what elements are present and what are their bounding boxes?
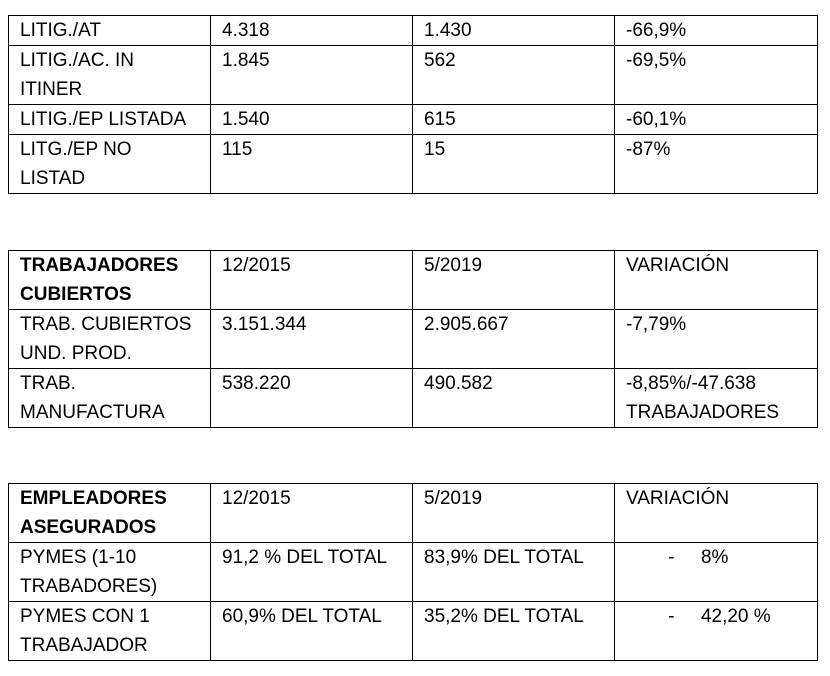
value-2019: 35,2% DEL TOTAL [413, 602, 615, 661]
header-variation: VARIACIÓN [615, 251, 818, 310]
row-label: TRAB. MANUFACTURA [9, 369, 211, 428]
variation: -60,1% [615, 105, 818, 135]
value-2019: 1.430 [413, 16, 615, 46]
variation: -69,5% [615, 46, 818, 105]
covered-workers-table [8, 250, 818, 428]
table-row [9, 135, 818, 194]
row-label: LITIG./EP LISTADA [9, 105, 211, 135]
variation: -66,9% [615, 16, 818, 46]
row-label: LITIG./AT [9, 16, 211, 46]
header-date-2015: 12/2015 [211, 484, 413, 543]
variation: - 8% [615, 543, 818, 602]
table-row [9, 369, 818, 428]
value-2015: 1.845 [211, 46, 413, 105]
variation: -87% [615, 135, 818, 194]
table-row [9, 310, 818, 369]
value-2015: 1.540 [211, 105, 413, 135]
row-label: LITIG./AC. IN ITINER [9, 46, 211, 105]
value-2015: 91,2 % DEL TOTAL [211, 543, 413, 602]
value-2015: 3.151.344 [211, 310, 413, 369]
table-row [9, 16, 818, 46]
header-label: EMPLEADORES ASEGURADOS [9, 484, 211, 543]
row-label: TRAB. CUBIERTOS UND. PROD. [9, 310, 211, 369]
variation: - 42,20 % [615, 602, 818, 661]
litigation-table [8, 15, 818, 194]
table-row [9, 46, 818, 105]
value-2019: 490.582 [413, 369, 615, 428]
insured-employers-table [8, 483, 818, 661]
value-2015: 60,9% DEL TOTAL [211, 602, 413, 661]
value-2015: 115 [211, 135, 413, 194]
table-header-row [9, 484, 818, 543]
value-2015: 4.318 [211, 16, 413, 46]
header-variation: VARIACIÓN [615, 484, 818, 543]
row-label: PYMES (1-10 TRABADORES) [9, 543, 211, 602]
variation: -8,85%/-47.638 TRABAJADORES [615, 369, 818, 428]
row-label: LITG./EP NO LISTAD [9, 135, 211, 194]
table-row [9, 105, 818, 135]
header-date-2019: 5/2019 [413, 484, 615, 543]
value-2019: 615 [413, 105, 615, 135]
table-row [9, 543, 818, 602]
table-header-row [9, 251, 818, 310]
header-date-2015: 12/2015 [211, 251, 413, 310]
value-2019: 2.905.667 [413, 310, 615, 369]
value-2019: 15 [413, 135, 615, 194]
row-label: PYMES CON 1 TRABAJADOR [9, 602, 211, 661]
header-date-2019: 5/2019 [413, 251, 615, 310]
value-2019: 562 [413, 46, 615, 105]
value-2019: 83,9% DEL TOTAL [413, 543, 615, 602]
value-2015: 538.220 [211, 369, 413, 428]
table-row [9, 602, 818, 661]
variation: -7,79% [615, 310, 818, 369]
header-label: TRABAJADORES CUBIERTOS [9, 251, 211, 310]
